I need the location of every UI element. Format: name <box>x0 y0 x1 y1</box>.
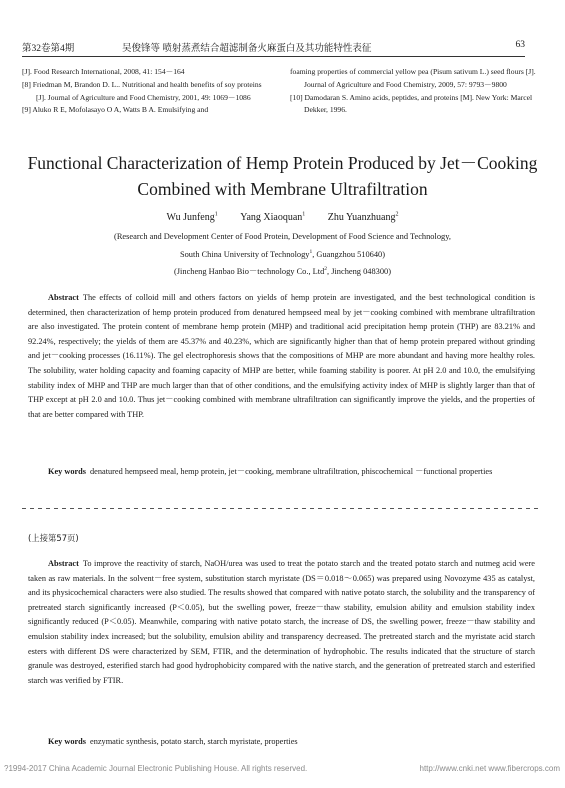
author-name: Zhu Yuanzhuang <box>327 212 396 224</box>
affiliation-line <box>0 245 565 262</box>
affiliation-mark: 1 <box>309 248 313 255</box>
references-right-column <box>290 66 545 117</box>
author-affil-mark: 1 <box>214 212 218 218</box>
author-affil-mark: 1 <box>302 212 306 218</box>
abstract-text: To improve the reactivity of starch, NaOH/urea was used to treat the potato starch and the treated potato starch and nutmeg acid were taken as raw materials. In the solvent－free system, substitution starch myristate (DS＝0.018～0.065) was prepared using Novozyme 435 as catalyst, and its physicochemical characters were also studied. The results showed that compared with native potato starch, the solubility and the transparency of pretreated starch significantly increased (P＜0.05), but the swelling power, freeze－thaw stability, emulsion ability and emulsion stability index significantly reduced (P＜0.05). Meanwhile, comparing with native potato starch, the increase of DS, the swelling power, freeze－thaw stability and emulsion stability index increased; but the solubility, emulsion ability and transparency decreased. The pretreated starch and the myristate acid starch esters with different DS were characterized by SEM, FTIR, and the determination of hydrophobic. The results indicated that the structure of starch granule was destroyed, esterified starch had good hydrophobicity compared with the native starch, and the generation of pretreated starch and esterified starch was verified by FTIR. <box>28 559 535 685</box>
affiliations <box>0 230 565 279</box>
footer-link: http://www.cnki.net www.fibercrops.com <box>419 764 560 773</box>
affiliation-text: , Guangzhou 510640) <box>312 249 386 259</box>
affiliation-text: South China University of Technology <box>179 249 310 259</box>
footer <box>4 764 560 773</box>
volume-issue: 第32卷第4期 <box>22 44 75 54</box>
affiliation-text: (Jincheng Hanbao Bio－technology Co., Ltd <box>174 266 325 276</box>
author-name: Wu Junfeng <box>166 212 215 224</box>
keywords-text: denatured hempseed meal, hemp protein, jet－cooking, membrane ultrafiltration, phiscochemical －functional properties <box>90 467 493 476</box>
abstract-label: Abstract <box>48 293 79 302</box>
author <box>167 212 218 223</box>
affiliation-mark: 2 <box>324 265 328 272</box>
reference-item: [9] Aluko R E, Mofolasayo O A, Watts B A. Emulsifying and <box>22 105 209 115</box>
copyright-notice: ?1994-2017 China Academic Journal Electronic Publishing House. All rights reserved. <box>4 764 308 773</box>
author-list <box>0 212 565 223</box>
reference-item: [10] Damodaran S. Amino acids, peptides, and proteins [M]. New York: Marcel Dekker, 1996. <box>290 92 533 115</box>
running-title: 吴俊锋等 喷射蒸煮结合超滤制备火麻蛋白及其功能特性表征 <box>122 44 372 54</box>
affiliation-text: , Jincheng 048300) <box>327 266 391 276</box>
continued-note: (上接第57页) <box>28 533 79 543</box>
keywords-text: enzymatic synthesis, potato starch, starch myristate, properties <box>90 737 298 746</box>
author-name: Yang Xiaoquan <box>240 212 303 224</box>
author <box>240 212 305 223</box>
abstract <box>28 291 535 422</box>
article-title: Functional Characterization of Hemp Protein Produced by Jet－Cooking Combined with Membrane Ultrafiltration <box>27 153 538 199</box>
author-affil-mark: 2 <box>395 212 399 218</box>
section-divider <box>22 505 542 511</box>
affiliation-line: (Research and Development Center of Food Protein, Development of Food Science and Technology, <box>114 232 451 241</box>
keywords-label: Key words <box>48 737 87 746</box>
running-header <box>22 40 525 57</box>
keywords-label: Key words <box>48 467 87 476</box>
abstract-continued-article <box>28 557 535 688</box>
abstract-label: Abstract <box>48 559 79 568</box>
reference-item: [J]. Food Research International, 2008, 41: 154－164 <box>22 67 185 76</box>
affiliation-line <box>0 262 565 279</box>
keywords-continued-article <box>28 735 535 749</box>
reference-item: [8] Friedman M, Brandon D. L.. Nutritional and health benefits of soy proteins [J]. Journal of Agriculture and Food Chemistry, 2001, 49: 1069－1086 <box>22 79 262 102</box>
author <box>328 212 399 223</box>
references-left-column <box>22 66 272 117</box>
page-number: 63 <box>515 40 525 50</box>
abstract-text: The effects of colloid mill and others factors on yields of hemp protein are investigated, and the best technological condition is determined, then characterization of hemp protein produced from denatured hempseed meal by jet－cooking combined with membrane ultrafiltration are also investigated. The protein content of membrane hemp protein (MHP) and traditional acid precipitation hemp protein (THP) are 83.21% and 92.24%, respectively; the yields of them are 45.37% and 40.23%, which are significantly higher than that of hemp protein prepared without grinding and jet－cooking processes (16.11%). The gel electrophoresis shows that the compositions of MHP are more abundant and having more healthy roles. The solubility, water holding capacity and foaming capacity of MHP are better, while foaming stability is poorer. At pH 2.0 and 10.0, the emulsifying stability index of MHP and THP are much larger than that of other conditions, and the emulsifying activity index of MHP is slightly larger than that of THP except at pH 2.0 and 10.0. Thus jet－cooking combined with membrane ultrafiltration can significantly improve the yields, and the properties of that are better compared with THP. <box>28 293 535 419</box>
keywords <box>28 465 535 479</box>
reference-item: foaming properties of commercial yellow pea (Pisum sativum L.) seed flours [J]. Journal of Agriculture and Food Chemistry, 2009, 57: 9793－9800 <box>290 67 536 89</box>
